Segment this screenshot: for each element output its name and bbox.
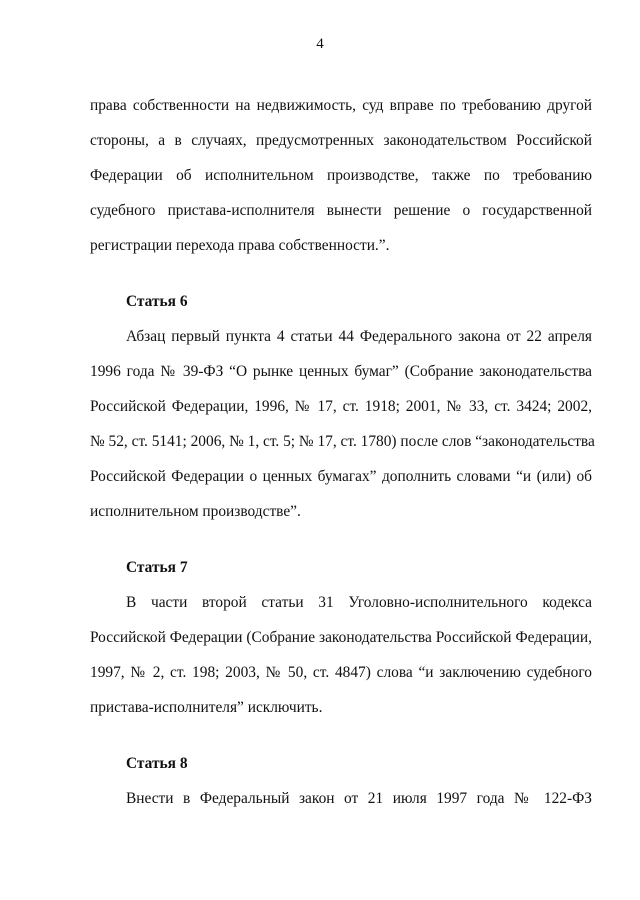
text-line: пристава-исполнителя” исключить.: [90, 699, 323, 716]
article-6: [90, 284, 595, 529]
text-line: Российской Федерации (Собрание законодательства Российской Федерации,: [90, 629, 592, 646]
article-7: [90, 550, 592, 725]
text-line: 1996 года № 39-ФЗ “О рынке ценных бумаг” (Собрание законодательства: [90, 363, 592, 380]
text-line: Федерации об исполнительном производстве, также по требованию: [90, 167, 592, 184]
text-line: Абзац первый пункта 4 статьи 44 Федерального закона от 22 апреля: [126, 328, 592, 345]
text-line: исполнительном производстве”.: [90, 503, 301, 520]
text-line: № 52, ст. 5141; 2006, № 1, ст. 5; № 17, ст. 1780) после слов “законодательства: [90, 433, 595, 450]
text-line: права собственности на недвижимость, суд вправе по требованию другой: [90, 97, 592, 114]
text-line: Российской Федерации, 1996, № 17, ст. 1918; 2001, № 33, ст. 3424; 2002,: [90, 398, 592, 415]
page-number: 4: [316, 36, 324, 52]
text-line: судебного пристава-исполнителя вынести решение о государственной: [90, 202, 592, 219]
article-heading: Статья 7: [126, 559, 188, 576]
text-line: стороны, а в случаях, предусмотренных законодательством Российской: [90, 132, 592, 149]
text-line: регистрации перехода права собственности.”.: [90, 237, 390, 254]
text-line: Внести в Федеральный закон от 21 июля 1997 года № 122-ФЗ: [126, 790, 592, 807]
article-heading: Статья 8: [126, 755, 188, 772]
text-line: 1997, № 2, ст. 198; 2003, № 50, ст. 4847) слова “и заключению судебного: [90, 664, 592, 681]
article-heading: Статья 6: [126, 293, 188, 310]
text-line: Российской Федерации о ценных бумагах” дополнить словами “и (или) об: [90, 468, 592, 485]
paragraph-continuation: [90, 88, 592, 263]
text-line: В части второй статьи 31 Уголовно-исполнительного кодекса: [126, 594, 592, 611]
document-body: [90, 88, 595, 816]
article-8: [90, 746, 592, 816]
